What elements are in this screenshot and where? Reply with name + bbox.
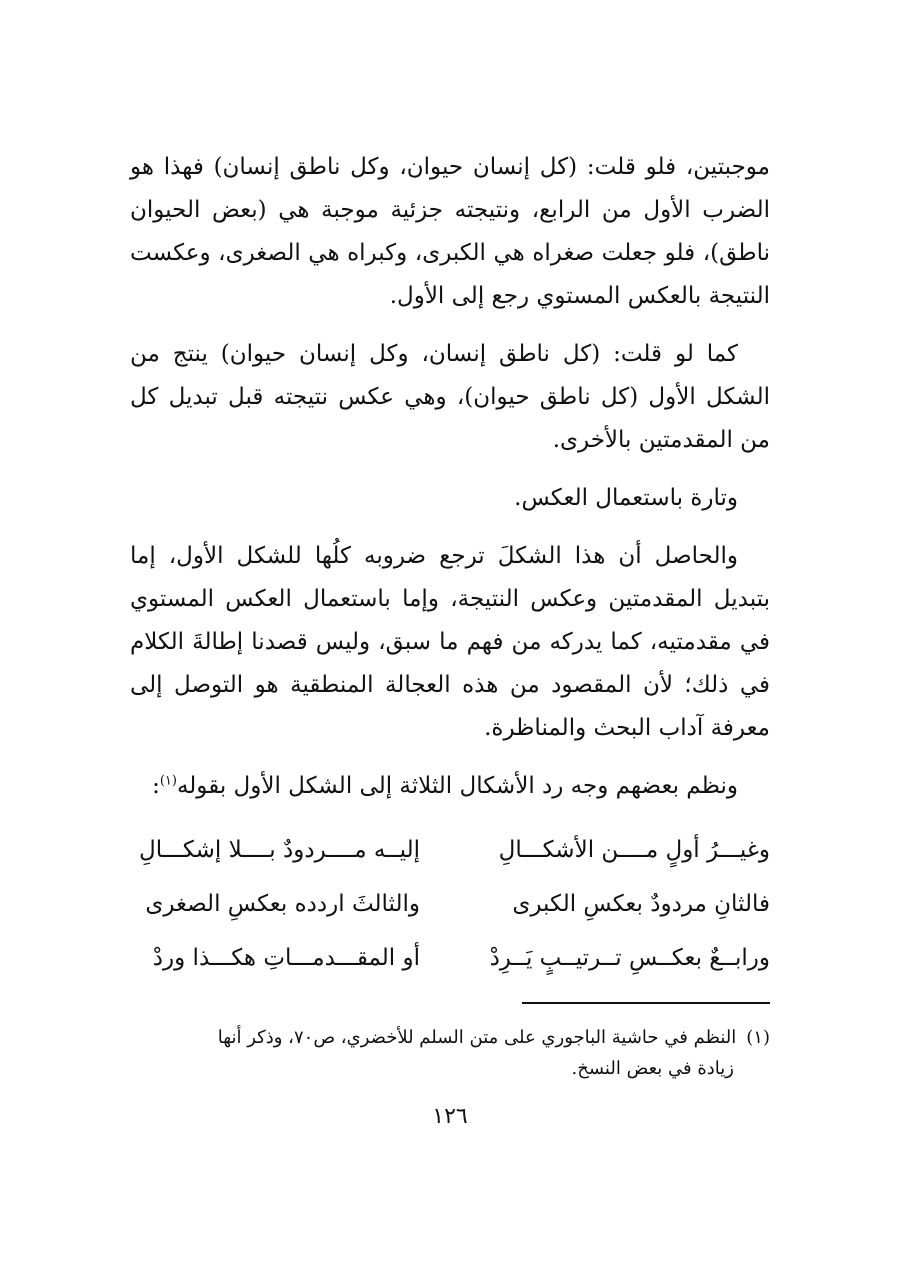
- paragraph: والحاصل أن هذا الشكلَ ترجع ضروبه كلُها للشكل الأول، إما بتبديل المقدمتين وعكس النتيجة، وإما باستعمال العكس المستوي في مقدمتيه، كما يدركه من فهم ما سبق، وليس قصدنا إطالةَ الكلام في ذلك؛ لأن المقصود من هذه العجالة المنطقية هو التوصل إلى معرفة آداب البحث والمناظرة.: [130, 543, 770, 741]
- footnote-separator: [522, 1002, 770, 1004]
- paragraph: وتارة باستعمال العكس.: [514, 485, 738, 511]
- verse-line: [130, 931, 770, 985]
- verse-first-hemistich: ورابــعٌ بعكــسِ تــرتيــبٍ يَــرِدْ: [489, 945, 770, 971]
- verse-second-hemistich: إليــه مــــردودٌ بــــلا إشكـــالِ: [138, 837, 420, 863]
- footnote: [130, 1022, 770, 1084]
- footnote-line: [130, 1022, 770, 1053]
- paragraph: موجبتين، فلو قلت: (كل إنسان حيوان، وكل ناطق إنسان) فهذا هو الضرب الأول من الرابع، ونتيجته جزئية موجبة هي (بعض الحيوان ناطق)، فلو جعلت صغراه هي الكبرى، وكبراه هي الصغرى، وعكست النتيجة بالعكس المستوي رجع إلى الأول.: [130, 154, 770, 309]
- verse-intro: [130, 765, 770, 808]
- footnote-reference[interactable]: (١): [159, 773, 177, 789]
- footnote-number: (١): [746, 1027, 770, 1048]
- page-number: ١٢٦: [432, 1104, 468, 1129]
- verse-second-hemistich: أو المقـــدمـــاتِ هكـــذا وردْ: [152, 945, 420, 971]
- verse-line: [130, 877, 770, 931]
- verse-first-hemistich: وغيـــرُ أولٍ مــــن الأشكـــالِ: [498, 837, 770, 863]
- verse-line: [130, 823, 770, 877]
- footnote-text: النظم في حاشية الباجوري على متن السلم للأخضري، ص٧٠، وذكر أنها: [217, 1027, 737, 1048]
- verse-first-hemistich: فالثانِ مردودٌ بعكسِ الكبرى: [512, 891, 770, 917]
- verse-intro-colon: :: [152, 773, 160, 799]
- verse-second-hemistich: والثالثَ اردده بعكسِ الصغرى: [145, 891, 420, 917]
- paragraph: كما لو قلت: (كل ناطق إنسان، وكل إنسان حيوان) ينتج من الشكل الأول (كل ناطق حيوان)، وهي عكس نتيجته قبل تبديل كل من المقدمتين بالأخرى.: [130, 341, 770, 453]
- page-body: [130, 146, 770, 985]
- footnote-line: زيادة في بعض النسخ.: [571, 1058, 734, 1079]
- poem: [130, 823, 770, 985]
- verse-intro-text: ونظم بعضهم وجه رد الأشكال الثلاثة إلى الشكل الأول بقوله: [176, 773, 738, 799]
